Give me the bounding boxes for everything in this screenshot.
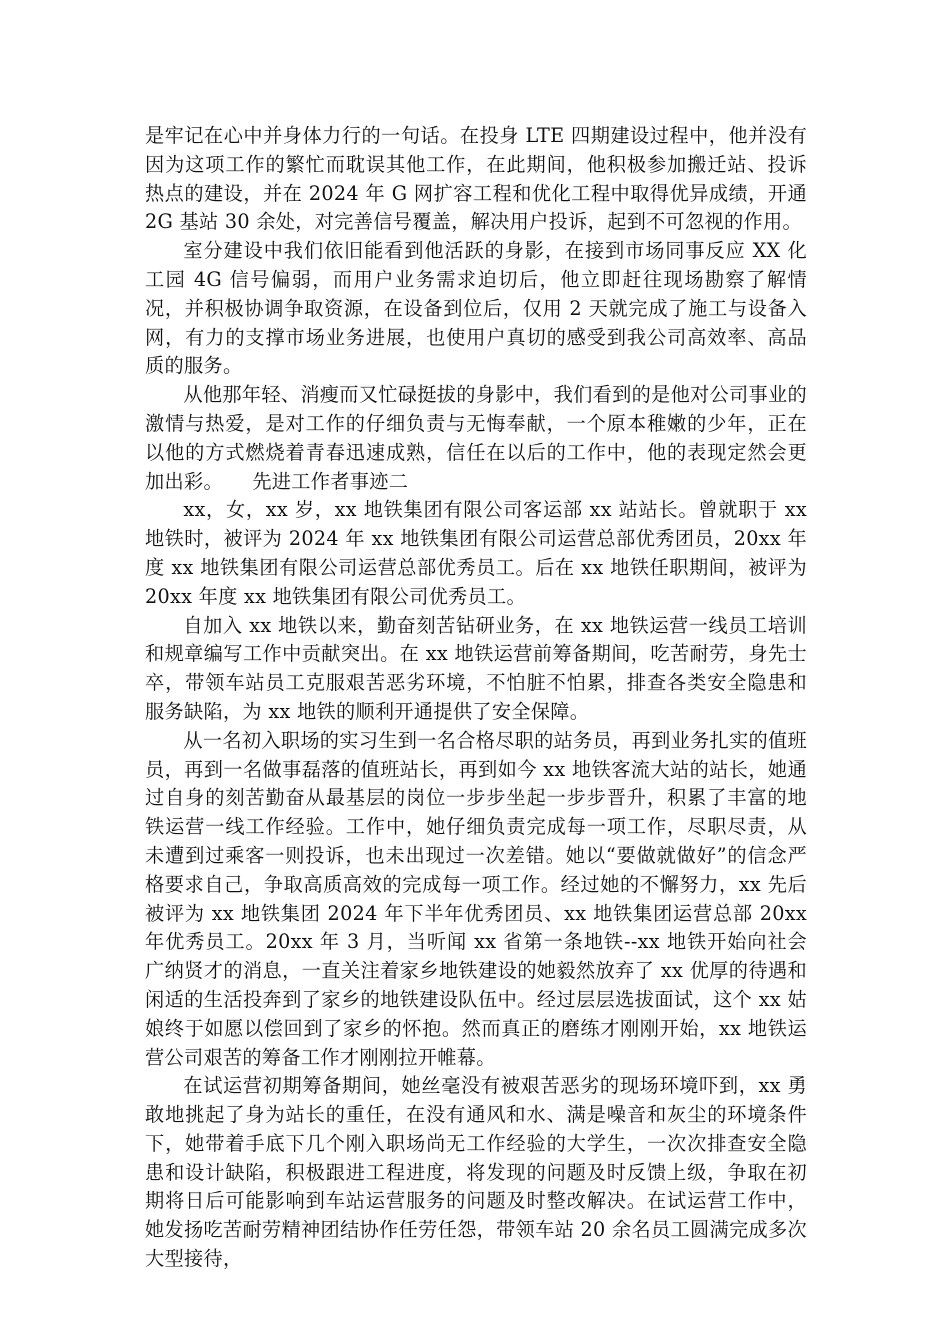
- paragraph-1: 是牢记在心中并身体力行的一句话。在投身 LTE 四期建设过程中，他并没有因为这项工作的繁忙而耽误其他工作，在此期间，他积极参加搬迁站、投诉热点的建设，并在 2024 年 G 网扩容工程和优化工程中取得优异成绩，开通 2G 基站 30 余处，对完善信号覆盖，解决用户投诉，起到不可忽视的作用。: [145, 124, 807, 234]
- document-body: [145, 122, 807, 1274]
- paragraph-2: 室分建设中我们依旧能看到他活跃的身影，在接到市场同事反应 XX 化工园 4G 信号偏弱，而用户业务需求迫切后，他立即赶往现场勘察了解情况，并积极协调争取资源，在设备到位后，仅用 2 天就完成了施工与设备入网，有力的支撑市场业务进展，也使用户真切的感受到我公司高效率、高品质的服务。: [145, 239, 807, 378]
- paragraph-7: 在试运营初期筹备期间，她丝毫没有被艰苦恶劣的现场环境吓到，xx 勇敢地挑起了身为站长的重任，在没有通风和水、满是噪音和灰尘的环境条件下，她带着手底下几个刚入职场尚无工作经验的大学生，一次次排查安全隐患和设计缺陷，积极跟进工程进度，将发现的问题及时反馈上级，争取在初期将日后可能影响到车站运营服务的问题及时整改解决。在试运营工作中，她发扬吃苦耐劳精神团结协作任劳任怨，带领车站 20 余名员工圆满完成多次大型接待，: [145, 1074, 807, 1271]
- paragraph-6: 从一名初入职场的实习生到一名合格尽职的站务员，再到业务扎实的值班员，再到一名做事磊落的值班站长，再到如今 xx 地铁客流大站的站长，她通过自身的刻苦勤奋从最基层的岗位一步步坐起一步步晋升，积累了丰富的地铁运营一线工作经验。工作中，她仔细负责完成每一项工作，尽职尽责，从未遭到过乘客一则投诉，也未出现过一次差错。她以“要做就做好”的信念严格要求自己，争取高质高效的完成每一项工作。经过她的不懈努力，xx 先后被评为 xx 地铁集团 2024 年下半年优秀团员、xx 地铁集团运营总部 20xx 年优秀员工。20xx 年 3 月，当听闻 xx 省第一条地铁--xx 地铁开始向社会广纳贤才的消息，一直关注着家乡地铁建设的她毅然放弃了 xx 优厚的待遇和闲适的生活投奔到了家乡的地铁建设队伍中。经过层层选拔面试，这个 xx 姑娘终于如愿以偿回到了家乡的怀抱。然而真正的磨练才刚刚开始，xx 地铁运营公司艰苦的筹备工作才刚刚拉开帷幕。: [145, 728, 807, 1069]
- paragraph-5: 自加入 xx 地铁以来，勤奋刻苦钻研业务，在 xx 地铁运营一线员工培训和规章编写工作中贡献突出。在 xx 地铁运营前筹备期间，吃苦耐劳，身先士卒，带领车站员工克服艰苦恶劣环境，不怕脏不怕累，排查各类安全隐患和服务缺陷，为 xx 地铁的顺利开通提供了安全保障。: [145, 613, 807, 723]
- paragraph-3: 从他那年轻、消瘦而又忙碌挺拔的身影中，我们看到的是他对公司事业的激情与热爱，是对工作的仔细负责与无悔奉献，一个原本稚嫩的少年，正在以他的方式燃烧着青春迅速成熟，信任在以后的工作中，他的表现定然会更加出彩。 先进工作者事迹二: [145, 383, 807, 493]
- paragraph-4: xx，女，xx 岁，xx 地铁集团有限公司客运部 xx 站站长。曾就职于 xx 地铁时，被评为 2024 年 xx 地铁集团有限公司运营总部优秀团员，20xx 年度 xx 地铁集团有限公司运营总部优秀员工。后在 xx 地铁任职期间，被评为 20xx 年度 xx 地铁集团有限公司优秀员工。: [145, 498, 807, 608]
